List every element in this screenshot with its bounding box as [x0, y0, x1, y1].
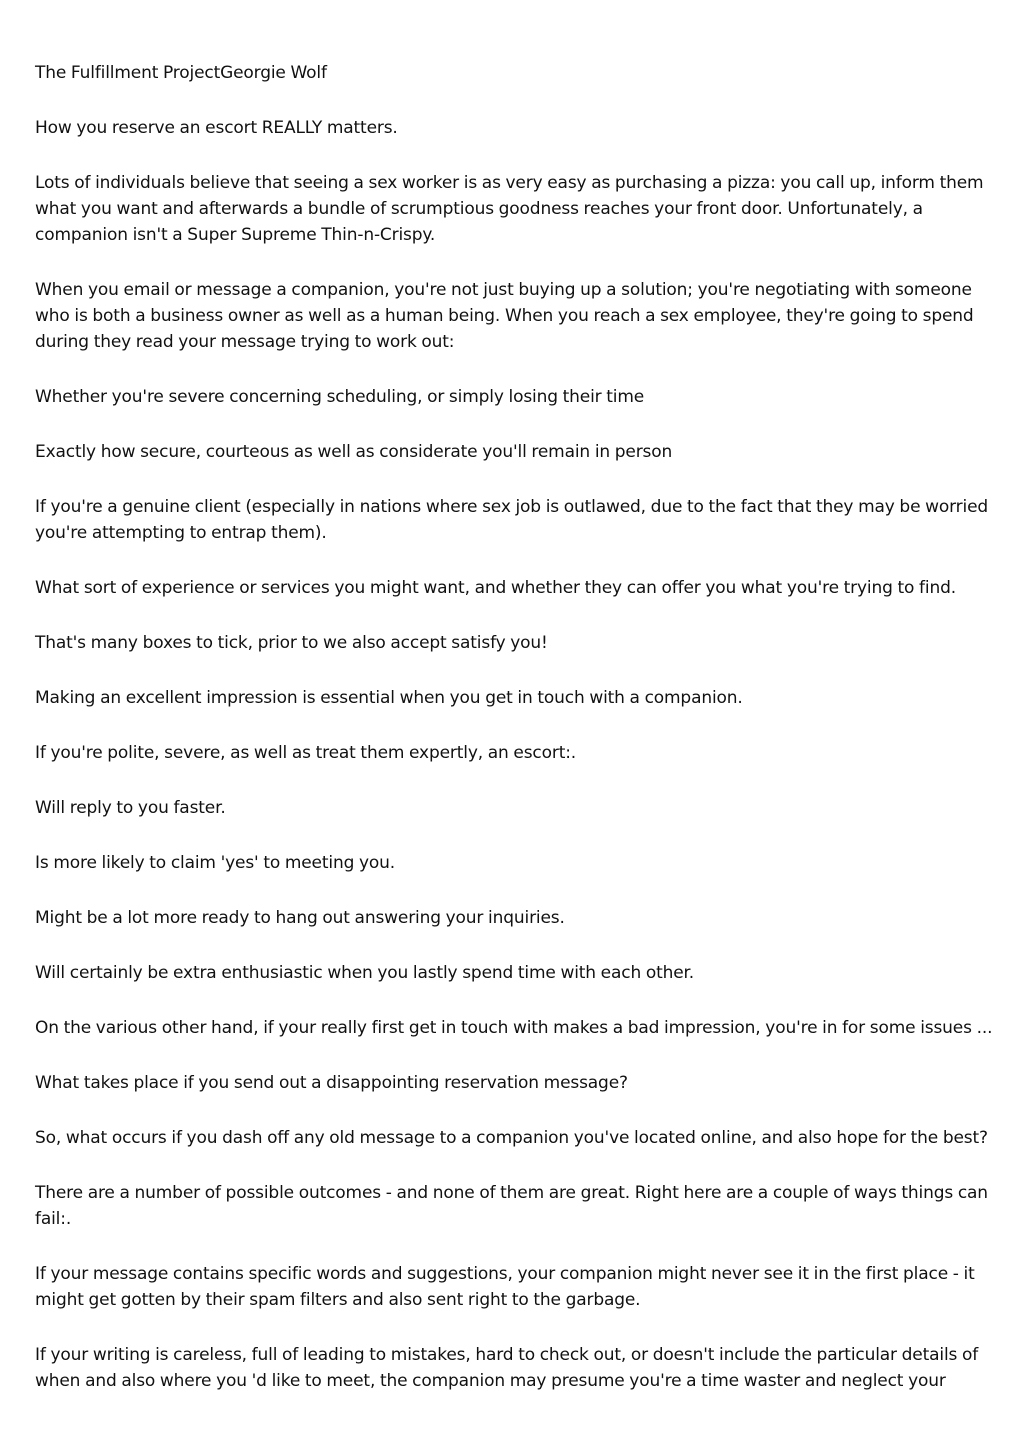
document-body	[35, 60, 997, 1423]
paragraph: What sort of experience or services you might want, and whether they can offer you what you're trying to find.	[35, 578, 956, 598]
paragraph: Will certainly be extra enthusiastic when you lastly spend time with each other.	[35, 963, 695, 983]
document-title: The Fulfillment ProjectGeorgie Wolf	[35, 63, 327, 83]
paragraph: Making an excellent impression is essential when you get in touch with a companion.	[35, 688, 743, 708]
paragraph: If you're a genuine client (especially in nations where sex job is outlawed, due to the fact that they may be worried you're attempting to entrap them).	[35, 497, 989, 543]
paragraph: So, what occurs if you dash off any old message to a companion you've located online, and also hope for the best?	[35, 1128, 988, 1148]
paragraph: That's many boxes to tick, prior to we also accept satisfy you!	[35, 633, 548, 653]
paragraph: Whether you're severe concerning scheduling, or simply losing their time	[35, 387, 645, 407]
paragraph: If you're polite, severe, as well as treat them expertly, an escort:.	[35, 743, 577, 763]
paragraph: How you reserve an escort REALLY matters.	[35, 118, 398, 138]
paragraph: Will reply to you faster.	[35, 798, 226, 818]
paragraph: Is more likely to claim 'yes' to meeting you.	[35, 853, 396, 873]
paragraph: Exactly how secure, courteous as well as considerate you'll remain in person	[35, 442, 673, 462]
paragraph: When you email or message a companion, you're not just buying up a solution; you're negotiating with someone who is both a business owner as well as a human being. When you reach a sex employee, they're going to spend during they read your message trying to work out:	[35, 280, 974, 352]
paragraph: What takes place if you send out a disappointing reservation message?	[35, 1073, 628, 1093]
paragraph: If your writing is careless, full of leading to mistakes, hard to check out, or doesn't include the particular details of when and also where you 'd like to meet, the companion may presume you're a time waster and neglect your	[35, 1345, 979, 1391]
paragraph: Might be a lot more ready to hang out answering your inquiries.	[35, 908, 565, 928]
paragraph: There are a number of possible outcomes - and none of them are great. Right here are a couple of ways things can fail:.	[35, 1183, 988, 1229]
paragraph: Lots of individuals believe that seeing a sex worker is as very easy as purchasing a pizza: you call up, inform them what you want and afterwards a bundle of scrumptious goodness reaches your front door. Unfortunately, a companion isn't a Super Supreme Thin-n-Crispy.	[35, 173, 984, 245]
paragraph: If your message contains specific words and suggestions, your companion might never see it in the first place - it might get gotten by their spam filters and also sent right to the garbage.	[35, 1264, 975, 1310]
paragraph: On the various other hand, if your really first get in touch with makes a bad impression, you're in for some issues ...	[35, 1018, 993, 1038]
